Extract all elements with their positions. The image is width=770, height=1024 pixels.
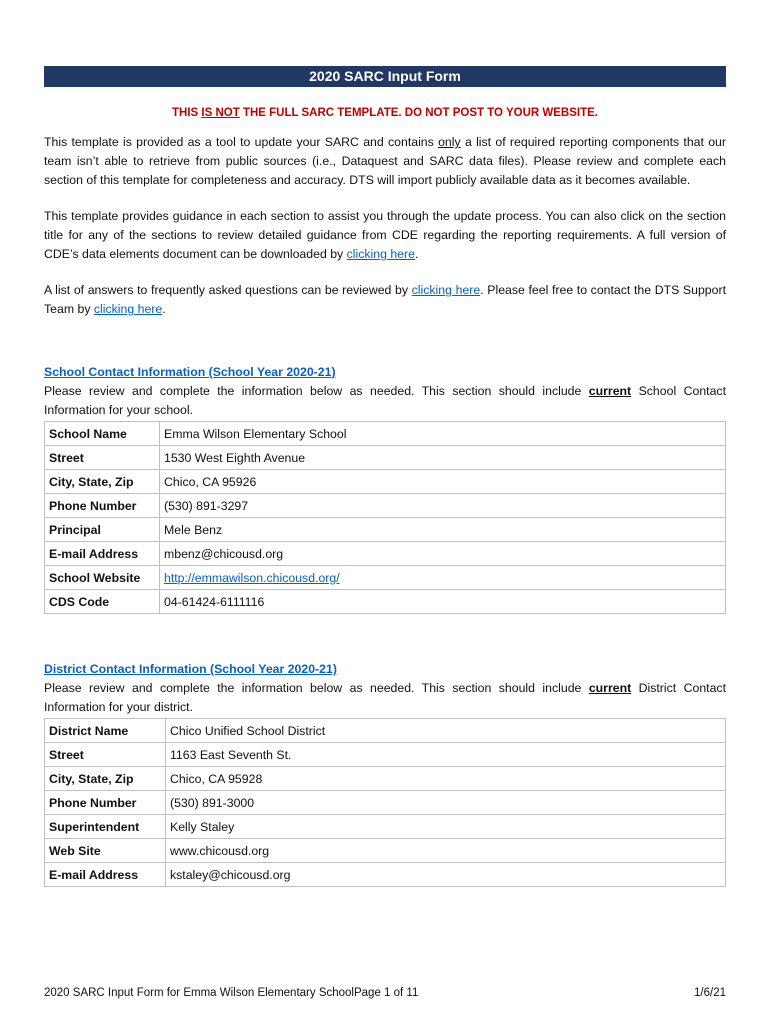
warning-underlined: IS NOT <box>201 107 240 119</box>
field-label: City, State, Zip <box>45 470 160 494</box>
field-label: School Website <box>45 566 160 590</box>
intro-paragraph-1 <box>44 133 726 190</box>
intro-p3-text-b: . Please feel free to contact the DTS Support Team by <box>44 283 726 316</box>
table-row <box>45 815 726 839</box>
table-row <box>45 767 726 791</box>
field-label: School Name <box>45 422 160 446</box>
footer-left: 2020 SARC Input Form for Emma Wilson Elementary SchoolPage 1 of 11 <box>44 987 419 999</box>
district-section-description <box>44 679 726 717</box>
page-footer <box>44 985 726 1001</box>
field-label: E-mail Address <box>45 863 166 887</box>
support-team-link[interactable]: clicking here <box>93 302 163 316</box>
table-row <box>45 719 726 743</box>
district-desc-current: current <box>588 681 632 695</box>
table-row <box>45 863 726 887</box>
intro-p3-text-c: . <box>162 302 166 316</box>
form-title: 2020 SARC Input Form <box>44 66 726 87</box>
field-value: 1530 West Eighth Avenue <box>160 446 726 470</box>
intro-p2-text-a: This template provides guidance in each section to assist you through the update process. You can also click on the section title for any of the sections to review detailed guidance from CDE regarding the reporting requirements. A full version of CDE’s data elements document can be downloaded by <box>44 209 726 261</box>
school-website-link[interactable]: http://emmawilson.chicousd.org/ <box>160 566 726 590</box>
field-label: District Name <box>45 719 166 743</box>
field-value: Mele Benz <box>160 518 726 542</box>
intro-paragraph-2 <box>44 207 726 264</box>
intro-paragraph-3 <box>44 281 726 319</box>
school-desc-text-b: School Contact Information for your school. <box>44 384 726 417</box>
field-label: Principal <box>45 518 160 542</box>
table-row <box>45 839 726 863</box>
field-value: Emma Wilson Elementary School <box>160 422 726 446</box>
field-value: Chico, CA 95926 <box>160 470 726 494</box>
field-value: 04-61424-6111116 <box>160 590 726 614</box>
school-section-description <box>44 382 726 420</box>
intro-p1-text-b: a list of required reporting components that our team isn’t able to retrieve from public sources (i.e., Dataquest and SARC data files). Please review and complete each section of this template for completeness and accuracy. DTS will import publicly available data as it becomes available. <box>44 135 726 187</box>
field-label: E-mail Address <box>45 542 160 566</box>
field-label: Web Site <box>45 839 166 863</box>
field-label: Superintendent <box>45 815 166 839</box>
intro-p1-only: only <box>438 135 461 149</box>
table-row <box>45 791 726 815</box>
district-desc-text-b: District Contact Information for your district. <box>44 681 726 714</box>
district-contact-section-title[interactable]: District Contact Information (School Year 2020-21) <box>44 662 337 676</box>
warning-banner <box>44 105 726 121</box>
table-row <box>45 743 726 767</box>
intro-p1-text-a: This template is provided as a tool to update your SARC and contains <box>44 135 439 149</box>
field-value: 1163 East Seventh St. <box>166 743 726 767</box>
field-value: kstaley@chicousd.org <box>166 863 726 887</box>
field-value: Kelly Staley <box>166 815 726 839</box>
field-value: mbenz@chicousd.org <box>160 542 726 566</box>
school-contact-table <box>44 421 726 614</box>
warning-pre: THIS <box>172 107 202 119</box>
field-value: (530) 891-3297 <box>160 494 726 518</box>
faq-link[interactable]: clicking here <box>411 283 481 297</box>
table-row <box>45 446 726 470</box>
table-row <box>45 590 726 614</box>
field-value: Chico, CA 95928 <box>166 767 726 791</box>
school-desc-current: current <box>588 384 632 398</box>
intro-p3-text-a: A list of answers to frequently asked questions can be reviewed by <box>44 283 412 297</box>
school-contact-section-title[interactable]: School Contact Information (School Year 2020-21) <box>44 365 336 379</box>
field-label: Street <box>45 743 166 767</box>
field-label: CDS Code <box>45 590 160 614</box>
field-label: Phone Number <box>45 494 160 518</box>
table-row <box>45 494 726 518</box>
footer-date: 1/6/21 <box>694 987 726 999</box>
field-label: Street <box>45 446 160 470</box>
cde-document-link[interactable]: clicking here <box>346 247 415 261</box>
field-value: www.chicousd.org <box>166 839 726 863</box>
document-page <box>44 66 726 887</box>
field-value: (530) 891-3000 <box>166 791 726 815</box>
intro-p2-text-b: . <box>414 247 419 261</box>
table-row <box>45 566 726 590</box>
table-row <box>45 470 726 494</box>
table-row <box>45 422 726 446</box>
district-desc-text-a: Please review and complete the information below as needed. This section should include <box>44 681 589 695</box>
table-row <box>45 518 726 542</box>
field-label: Phone Number <box>45 791 166 815</box>
warning-post: THE FULL SARC TEMPLATE. DO NOT POST TO YOUR WEBSITE. <box>239 107 598 119</box>
field-label: City, State, Zip <box>45 767 166 791</box>
field-value: Chico Unified School District <box>166 719 726 743</box>
school-desc-text-a: Please review and complete the information below as needed. This section should include <box>44 384 589 398</box>
district-contact-table <box>44 718 726 887</box>
table-row <box>45 542 726 566</box>
